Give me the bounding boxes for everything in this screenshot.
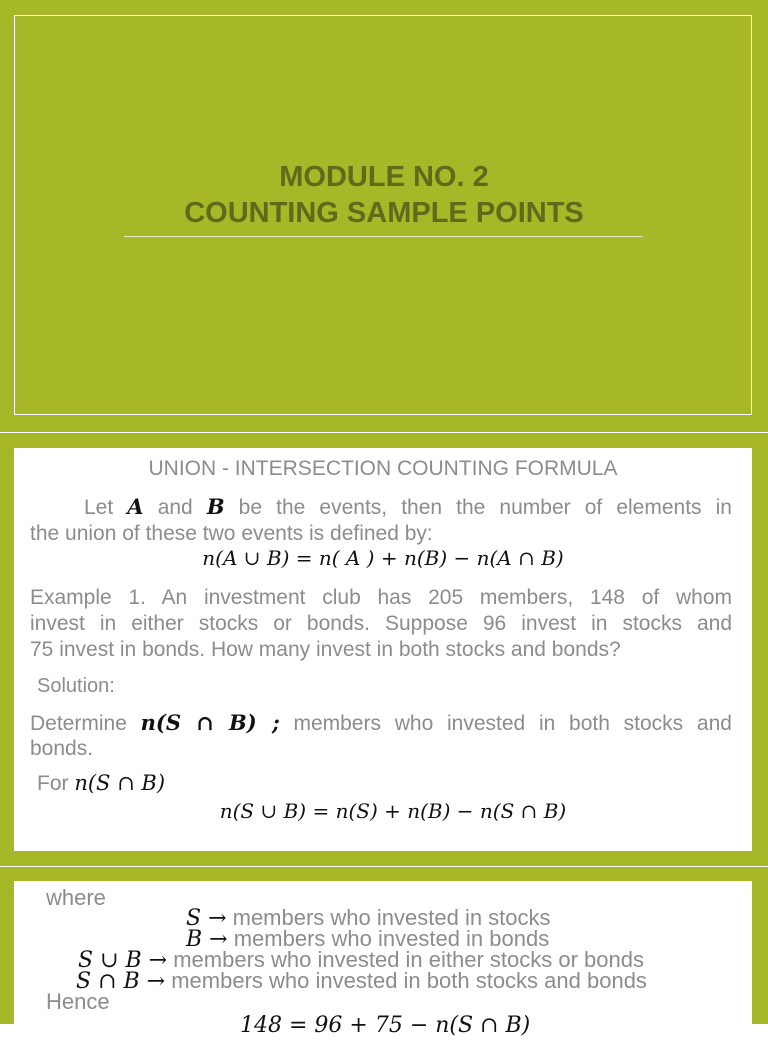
- solution-label: Solution:: [37, 675, 115, 697]
- definition-row: S → members who invested in stocks: [186, 905, 551, 931]
- title-divider: [124, 236, 643, 237]
- where-label: where: [46, 885, 106, 910]
- determine-line1: Determine n(S ∩ B) ; members who invested in both stocks and: [30, 710, 732, 735]
- union-formula: n(A ∪ B) = n( A ) + n(B) − n(A ∩ B): [202, 546, 564, 570]
- definition-row: S ∪ B → members who invested in either stocks or bonds: [78, 947, 644, 973]
- example-line3: 75 invest in bonds. How many invest in both stocks and bonds?: [30, 638, 621, 661]
- determine-line2: bonds.: [30, 737, 94, 760]
- for-expression: n(S ∩ B): [74, 771, 166, 795]
- content-panel: [14, 448, 752, 851]
- determine-expression: n(S ∩ B) ;: [140, 710, 280, 735]
- title-slide: [0, 0, 768, 432]
- module-subtitle: COUNTING SAMPLE POINTS: [184, 197, 584, 229]
- event-a: A: [127, 494, 144, 519]
- event-b: B: [206, 494, 225, 519]
- hence-formula: 148 = 96 + 75 − n(S ∩ B): [240, 1013, 531, 1038]
- formula-slide: [0, 433, 768, 866]
- definition-row: B → members who invested in bonds: [186, 926, 550, 952]
- for-line: For n(S ∩ B): [37, 771, 166, 795]
- hence-label: Hence: [46, 989, 110, 1014]
- intro-paragraph-line1: Let A and B be the events, then the number of elements in: [84, 494, 732, 519]
- module-title: MODULE NO. 2: [279, 161, 489, 193]
- example-line1: Example 1. An investment club has 205 members, 148 of whom: [30, 586, 732, 609]
- example-line2: invest in either stocks or bonds. Suppose 96 invest in stocks and: [30, 612, 732, 635]
- content-panel: [14, 881, 752, 1041]
- section-heading: UNION - INTERSECTION COUNTING FORMULA: [148, 457, 618, 480]
- stocks-bonds-formula: n(S ∪ B) = n(S) + n(B) − n(S ∩ B): [219, 799, 567, 823]
- definitions-slide: [0, 867, 768, 1038]
- definition-row: S ∩ B → members who invested in both stocks and bonds: [76, 968, 647, 994]
- intro-paragraph-line2: the union of these two events is defined by:: [30, 522, 433, 545]
